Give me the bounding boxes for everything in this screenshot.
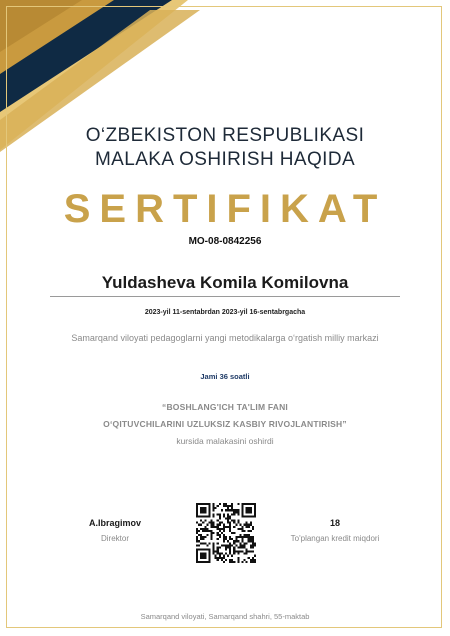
course-completion-text: kursida malakasini oshirdi [176,436,274,446]
course-title-line-1: “BOSHLANG'ICH TA'LIM FANI [162,402,288,412]
title-line-1: O‘ZBEKISTON RESPUBLIKASI [85,125,365,146]
signatory-role: Direktor [100,534,129,543]
qr-code-icon[interactable] [196,503,256,563]
recipient-name: Yuldasheva Komila Komilovna [101,273,349,292]
training-period: 2023-yil 11-sentabrdan 2023-yil 16-sentabrgacha [144,309,306,316]
course-title-line-2: O‘QITUVCHILARINI UZLUKSIZ KASBIY RIVOJLANTIRISH” [103,419,347,429]
certificate-number: MO-08-0842256 [188,236,262,247]
credit-label: To'plangan kredit miqdori [290,534,380,543]
certificate-heading: SERTIFIKAT [63,187,387,231]
title-line-2: MALAKA OSHIRISH HAQIDA [94,149,356,170]
credit-amount: 18 [329,518,340,528]
signatory-name: A.Ibragimov [88,518,141,528]
total-hours: Jami 36 soatli [200,372,250,381]
organization-name: Samarqand viloyati pedagoglarni yangi metodikalarga o‘rgatish milliy markazi [71,333,379,343]
footer-address: Samarqand viloyati, Samarqand shahri, 55-maktab [140,612,310,621]
name-underline [50,296,400,297]
